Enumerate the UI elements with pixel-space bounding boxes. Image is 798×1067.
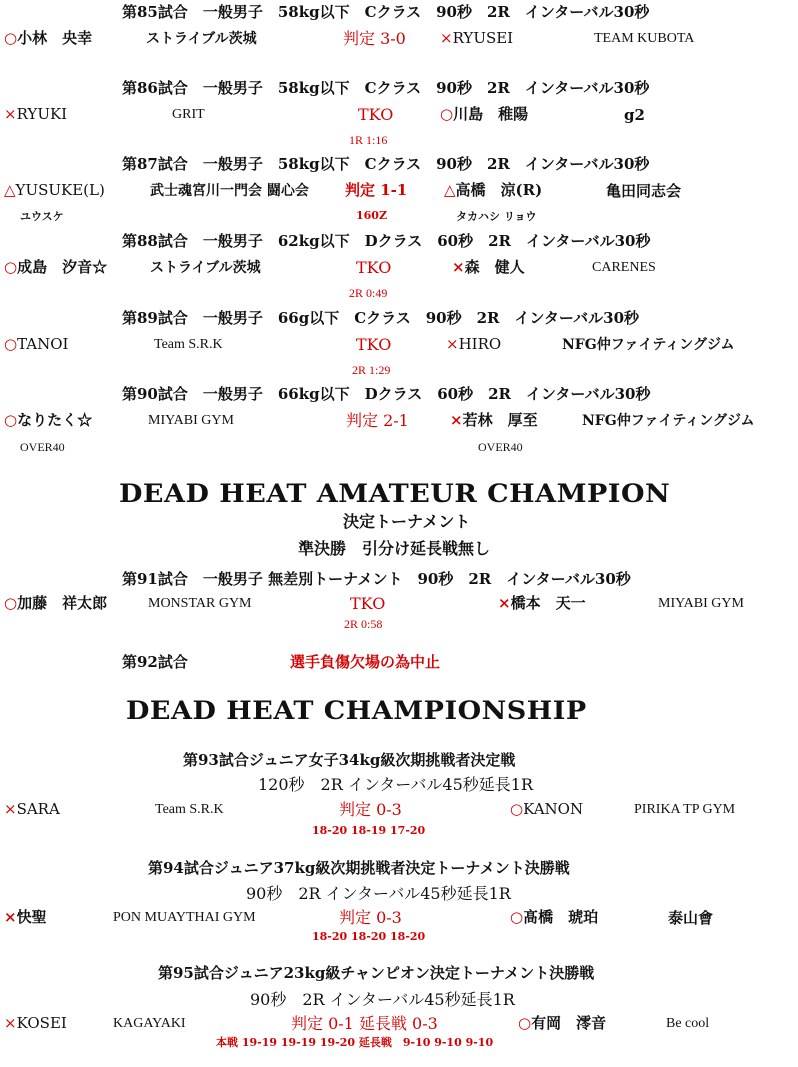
bout94-right-fighter [510, 910, 598, 925]
bout88-left-fighter [4, 260, 107, 275]
fighter-name: YUSUKE(L) [15, 181, 105, 199]
bout87-right-fighter [444, 183, 542, 198]
bout89-left-gym: Team S.R.K [154, 337, 223, 352]
fighter-name: 快聖 [16, 908, 47, 926]
fighter-name: KANON [523, 800, 584, 818]
bout92-label: 第92試合 [122, 653, 188, 671]
win-mark: ○ [4, 258, 18, 276]
draw-mark: △ [4, 181, 16, 199]
fighter-name: 若林 厚至 [462, 411, 538, 429]
bout95-right-fighter [518, 1016, 606, 1031]
bout87-left-kana: ユウスケ [20, 210, 64, 223]
fighter-name: HIRO [458, 335, 502, 353]
fighter-name: 高橋 涼(R) [455, 181, 543, 199]
bout92-cancel-note: 選手負傷欠場の為中止 [290, 653, 441, 671]
fighter-name: 森 健人 [464, 258, 525, 276]
draw-mark: △ [444, 181, 456, 199]
bout91-result-detail: 2R 0:58 [344, 617, 383, 631]
bout93-right-gym: PIRIKA TP GYM [634, 802, 736, 817]
bout93-right-fighter [510, 802, 583, 817]
bout86-result: TKO [358, 105, 394, 124]
bout90-left-note: OVER40 [20, 440, 65, 454]
bout91-right-fighter [498, 596, 586, 611]
loss-mark: × [4, 105, 17, 123]
bout85-header: 第85試合 一般男子 58kg以下 Cクラス 90秒 2R インターバル30秒 [122, 3, 650, 21]
fighter-name: TANOI [17, 335, 69, 353]
bout94-left-fighter [4, 910, 47, 925]
fighter-name: 髙橋 琥珀 [523, 908, 599, 926]
bout93-header: 第93試合ジュニア女子34kg級次期挑戦者決定戦 [183, 751, 516, 769]
bout91-left-fighter [4, 596, 107, 611]
bout91-header: 第91試合 一般男子 無差別トーナメント 90秒 2R インターバル30秒 [122, 570, 631, 588]
bout89-header: 第89試合 一般男子 66g以下 Cクラス 90秒 2R インターバル30秒 [122, 309, 640, 327]
amateur-subtitle-tournament: 決定トーナメント [343, 512, 471, 531]
bout90-left-fighter [4, 413, 92, 428]
bout95-left-gym: KAGAYAKI [113, 1016, 186, 1031]
bout95-header: 第95試合ジュニア23kg級チャンピオン決定トーナメント決勝戦 [158, 964, 595, 982]
loss-mark: × [440, 29, 453, 47]
bout85-right-fighter [440, 31, 513, 46]
win-mark: ○ [510, 908, 524, 926]
amateur-subtitle-semifinal: 準決勝 引分け延長戦無し [298, 539, 491, 558]
bout90-right-note: OVER40 [478, 440, 523, 454]
bout95-scores: 本戦 19-19 19-19 19-20 延長戦 9-10 9-10 9-10 [216, 1036, 494, 1049]
bout95-result: 判定 0-1 延長戦 0-3 [291, 1014, 438, 1033]
bout94-result: 判定 0-3 [339, 908, 402, 927]
bout86-header: 第86試合 一般男子 58kg以下 Cクラス 90秒 2R インターバル30秒 [122, 79, 650, 97]
fighter-name: 成島 汐音☆ [17, 258, 108, 276]
loss-mark: × [498, 594, 511, 612]
fighter-name: SARA [16, 800, 60, 818]
fighter-name: なりたく☆ [17, 411, 93, 429]
win-mark: ○ [4, 335, 18, 353]
win-mark: ○ [4, 594, 18, 612]
bout91-right-gym: MIYABI GYM [658, 596, 744, 611]
bout86-right-fighter [440, 107, 528, 122]
fighter-name: 橋本 天一 [510, 594, 586, 612]
bout87-left-gym: 武士魂宮川一門会 闘心会 [150, 183, 309, 199]
amateur-title: DEAD HEAT AMATEUR CHAMPION [119, 480, 671, 509]
win-mark: ○ [4, 29, 18, 47]
bout88-result: TKO [356, 258, 392, 277]
bout90-header: 第90試合 一般男子 66kg以下 Dクラス 60秒 2R インターバル30秒 [122, 385, 651, 403]
bout87-left-fighter [4, 183, 105, 198]
fighter-name: 有岡 澪音 [531, 1014, 607, 1032]
bout94-right-gym: 泰山會 [668, 909, 714, 927]
bout89-result-detail: 2R 1:29 [352, 363, 391, 377]
fighter-name: 川島 稚陽 [453, 105, 529, 123]
fighter-name: 小林 央幸 [17, 29, 93, 47]
win-mark: ○ [518, 1014, 532, 1032]
bout93-result: 判定 0-3 [339, 800, 402, 819]
bout85-result: 判定 3-0 [343, 29, 406, 48]
win-mark: ○ [4, 411, 18, 429]
fighter-name: 加藤 祥太郎 [17, 594, 108, 612]
win-mark: ○ [510, 800, 524, 818]
loss-mark: × [450, 411, 463, 429]
bout91-left-gym: MONSTAR GYM [148, 596, 252, 611]
bout88-right-fighter [452, 260, 525, 275]
bout94-left-gym: PON MUAYTHAI GYM [113, 910, 256, 925]
bout93-scores: 18-20 18-19 17-20 [312, 824, 426, 837]
bout89-right-fighter [446, 337, 501, 352]
bout87-result: 判定 1-1 [345, 181, 408, 199]
loss-mark: × [4, 800, 17, 818]
bout90-left-gym: MIYABI GYM [148, 413, 234, 428]
bout87-header: 第87試合 一般男子 58kg以下 Cクラス 90秒 2R インターバル30秒 [122, 155, 650, 173]
fighter-name: RYUKI [16, 105, 68, 123]
bout93-left-fighter [4, 802, 60, 817]
bout90-result: 判定 2-1 [346, 411, 409, 430]
bout95-rules: 90秒 2R インターバル45秒延長1R [250, 990, 515, 1009]
bout85-right-gym: TEAM KUBOTA [594, 31, 695, 46]
bout90-right-fighter [450, 413, 538, 428]
bout87-right-kana: タカハシ リョウ [456, 210, 537, 223]
bout94-rules: 90秒 2R インターバル45秒延長1R [246, 884, 511, 903]
bout89-right-gym: NFG仲ファイティングジム [562, 337, 735, 353]
bout94-header: 第94試合ジュニア37kg級次期挑戦者決定トーナメント決勝戦 [148, 859, 570, 877]
bout88-header: 第88試合 一般男子 62kg以下 Dクラス 60秒 2R インターバル30秒 [122, 232, 651, 250]
bout86-right-gym: g2 [624, 106, 645, 124]
bout86-left-gym: GRIT [172, 107, 205, 122]
bout87-right-gym: 亀田同志会 [606, 182, 682, 200]
fighter-name: KOSEI [16, 1014, 67, 1032]
bout88-right-gym: CARENES [592, 260, 656, 275]
loss-mark: × [4, 908, 17, 926]
bout85-left-gym: ストライブル茨城 [146, 31, 257, 47]
bout93-left-gym: Team S.R.K [155, 802, 224, 817]
bout95-right-gym: Be cool [666, 1016, 710, 1031]
fighter-name: RYUSEI [452, 29, 514, 47]
bout87-result-detail: 160Z [356, 209, 387, 222]
bout88-left-gym: ストライブル茨城 [150, 260, 261, 276]
bout89-result: TKO [356, 335, 392, 354]
bout86-result-detail: 1R 1:16 [349, 133, 388, 147]
bout88-result-detail: 2R 0:49 [349, 286, 388, 300]
loss-mark: × [446, 335, 459, 353]
bout86-left-fighter [4, 107, 67, 122]
bout94-scores: 18-20 18-20 18-20 [312, 930, 426, 943]
bout85-left-fighter [4, 31, 92, 46]
win-mark: ○ [440, 105, 454, 123]
bout91-result: TKO [350, 594, 386, 613]
loss-mark: × [452, 258, 465, 276]
bout93-rules: 120秒 2R インターバル45秒延長1R [258, 775, 533, 794]
bout90-right-gym: NFG仲ファイティングジム [582, 413, 755, 429]
loss-mark: × [4, 1014, 17, 1032]
bout89-left-fighter [4, 337, 68, 352]
championship-title: DEAD HEAT CHAMPIONSHIP [126, 697, 587, 726]
bout95-left-fighter [4, 1016, 67, 1031]
